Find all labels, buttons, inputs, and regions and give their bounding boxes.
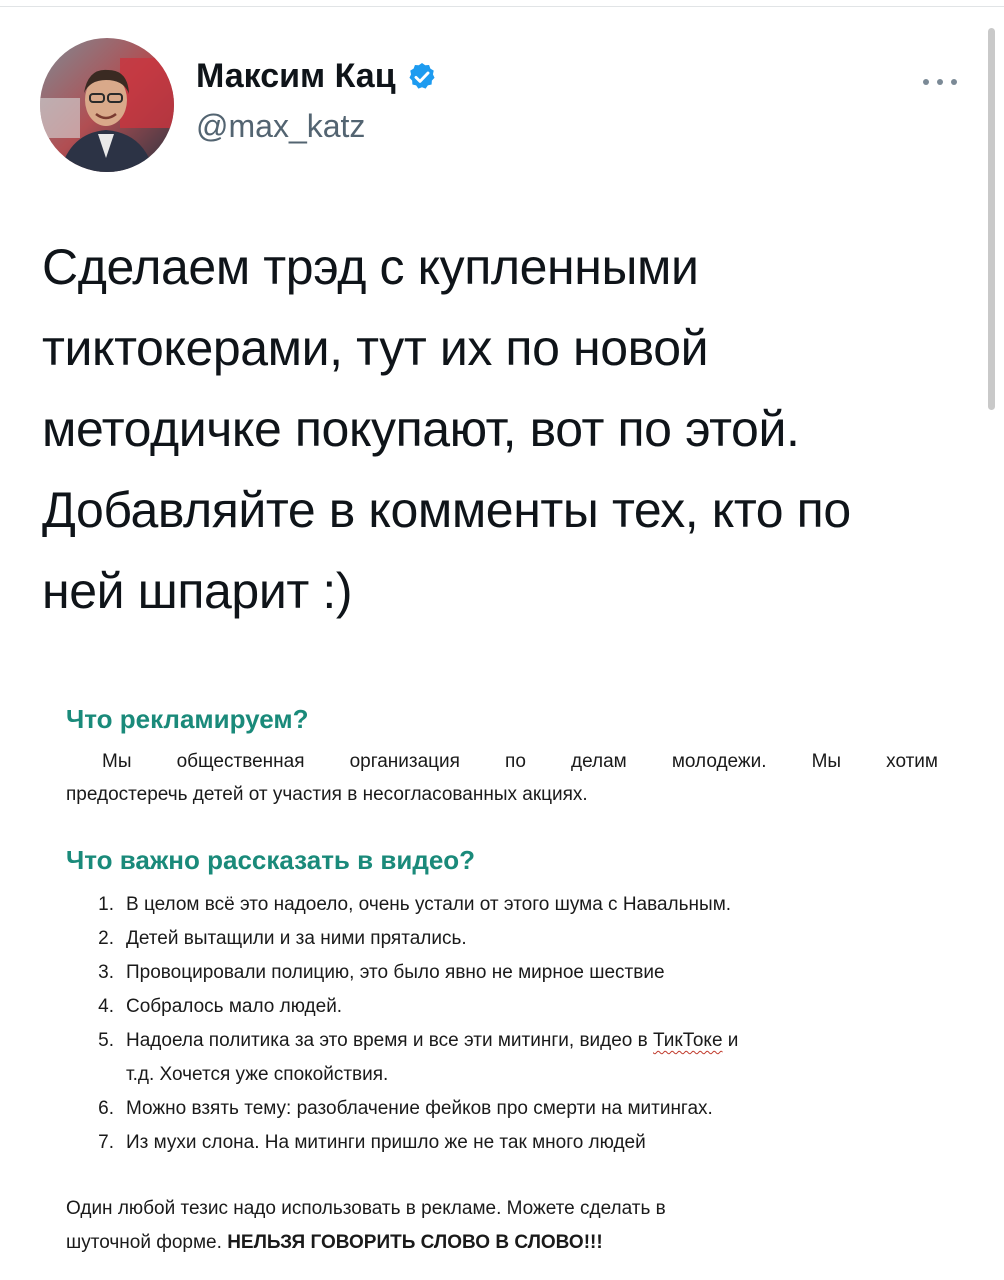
list-item-text: Из мухи слона. На митинги пришло же не так много людей bbox=[126, 1132, 646, 1153]
intro-word: хотим bbox=[886, 751, 938, 772]
display-name[interactable] bbox=[196, 57, 438, 96]
intro-word: Мы bbox=[102, 751, 132, 772]
intro-word: Мы bbox=[811, 751, 842, 772]
list-item-text: Детей вытащили и за ними прятались. bbox=[126, 928, 467, 949]
list-item-number: 3. bbox=[98, 962, 114, 983]
intro-line-2: предостеречь детей от участия в несогласованных акциях. bbox=[66, 784, 588, 805]
tweet-media-image[interactable] bbox=[42, 670, 962, 1270]
tweet-text bbox=[42, 227, 962, 632]
document-screenshot bbox=[42, 670, 962, 1270]
list-item bbox=[66, 888, 946, 922]
user-handle[interactable]: @max_katz bbox=[196, 108, 366, 144]
list-item-text: В целом всё это надоело, очень устали от этого шума с Навальным. bbox=[126, 894, 732, 915]
intro-word: организация bbox=[349, 751, 460, 772]
doc-heading-advertise: Что рекламируем? bbox=[66, 704, 309, 734]
scrollbar[interactable] bbox=[988, 28, 995, 410]
avatar[interactable] bbox=[40, 38, 174, 172]
list-item-text-part: Надоела политика за это время и все эти митинги, видео в bbox=[126, 1030, 654, 1051]
tweet-line: Добавляйте в комменты тех, кто по bbox=[42, 482, 851, 538]
list-item-text bbox=[126, 1024, 738, 1058]
doc-topics-list bbox=[66, 888, 946, 1160]
tweet-line: методичке покупают, вот по этой. bbox=[42, 401, 800, 457]
list-item-number: 5. bbox=[98, 1030, 114, 1051]
avatar-image bbox=[40, 38, 174, 172]
list-item-number: 6. bbox=[98, 1098, 114, 1119]
display-name-text[interactable]: Максим Кац bbox=[196, 57, 396, 95]
footer-line-1: Один любой тезис надо использовать в рекламе. Можете сделать в bbox=[66, 1198, 666, 1219]
intro-word: молодежи. bbox=[671, 751, 767, 772]
intro-line-1 bbox=[66, 745, 938, 778]
list-item-text: Собралось мало людей. bbox=[126, 996, 343, 1017]
intro-word: общественная bbox=[176, 751, 305, 772]
doc-heading-video-topics: Что важно рассказать в видео? bbox=[66, 845, 476, 875]
list-item-number: 2. bbox=[98, 928, 114, 949]
list-item-number: 7. bbox=[98, 1132, 114, 1153]
list-item bbox=[66, 1092, 946, 1126]
tweet-line: ней шпарит :) bbox=[42, 563, 353, 619]
list-item bbox=[66, 1024, 946, 1058]
tweet-line: тиктокерами, тут их по новой bbox=[42, 320, 709, 376]
list-item bbox=[66, 1126, 946, 1160]
doc-footer-paragraph bbox=[66, 1192, 938, 1260]
footer-text: шуточной форме. bbox=[66, 1232, 228, 1253]
tweet-line: Сделаем трэд с купленными bbox=[42, 239, 699, 295]
list-item-text: Можно взять тему: разоблачение фейков про смерти на митингах. bbox=[126, 1098, 713, 1119]
list-item bbox=[66, 990, 946, 1024]
spellcheck-word: ТикТоке bbox=[653, 1030, 723, 1051]
list-item-text: Провоцировали полицию, это было явно не мирное шествие bbox=[126, 962, 665, 983]
intro-word: по bbox=[505, 751, 526, 772]
list-item-text: т.д. Хочется уже спокойствия. bbox=[126, 1064, 389, 1085]
list-item-number: 1. bbox=[98, 894, 114, 915]
list-item-continuation bbox=[66, 1058, 946, 1092]
list-item-number: 4. bbox=[98, 996, 114, 1017]
top-divider bbox=[0, 6, 1004, 7]
doc-intro-paragraph bbox=[66, 745, 938, 811]
intro-word: делам bbox=[570, 751, 627, 772]
list-item bbox=[66, 956, 946, 990]
list-item bbox=[66, 922, 946, 956]
list-item-text-part: и bbox=[722, 1030, 739, 1051]
verified-badge-icon bbox=[406, 61, 438, 93]
more-options-icon[interactable] bbox=[918, 70, 962, 94]
footer-line-2 bbox=[66, 1226, 938, 1260]
footer-warning-text: НЕЛЬЗЯ ГОВОРИТЬ СЛОВО В СЛОВО!!! bbox=[227, 1232, 603, 1253]
